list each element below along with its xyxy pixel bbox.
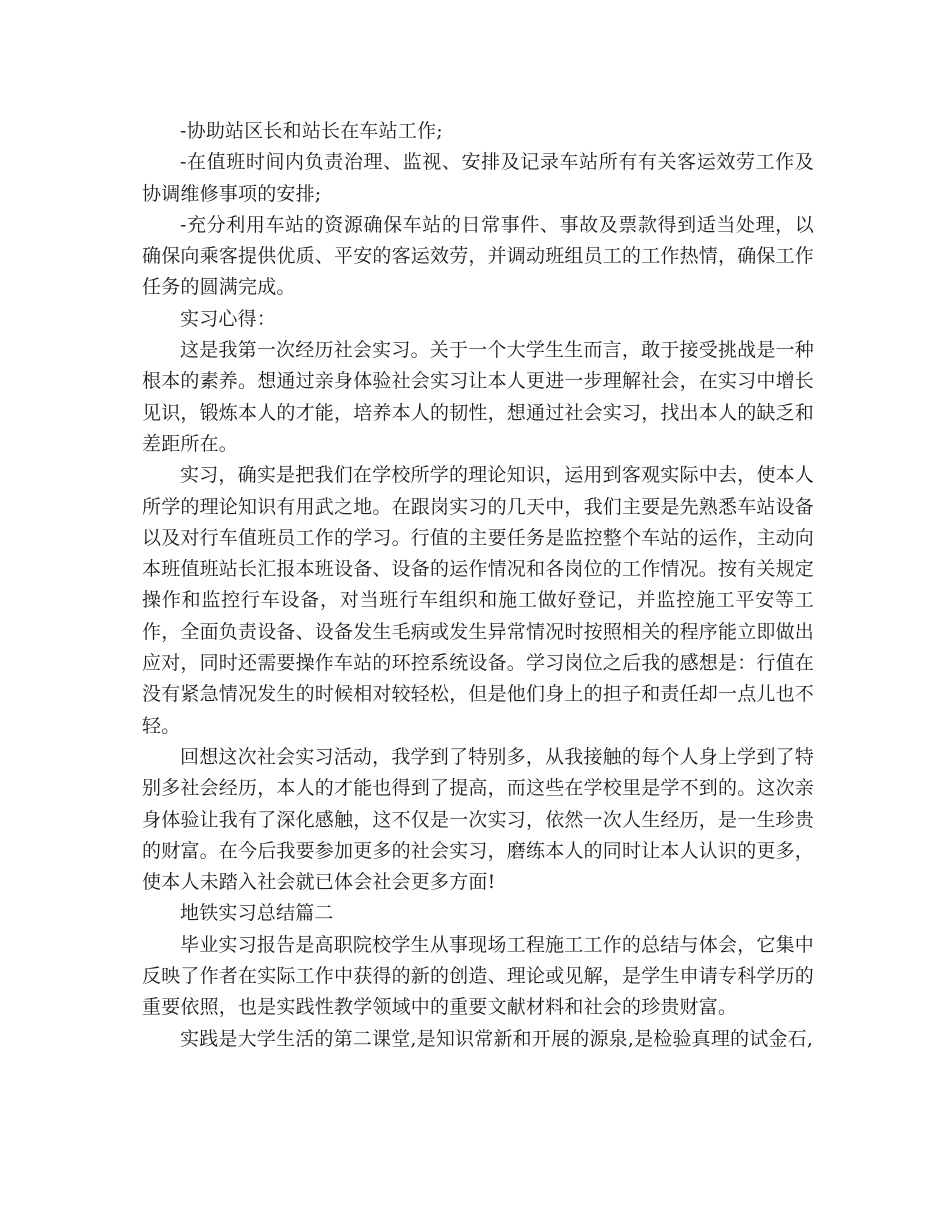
duty-item-1: -协助站区长和站长在车站工作; bbox=[180, 120, 443, 142]
duty-item-2: -在值班时间内负责治理、监视、安排及记录车站所有有关客运效劳工作及协调维修事项的安排; bbox=[142, 151, 814, 205]
body-paragraph: 实习，确实是把我们在学校所学的理论知识，运用到客观实际中去，使本人所学的理论知识有用武之地。在跟岗实习的几天中，我们主要是先熟悉车站设备以及对行车值班员工作的学习。行值的主要任务是监控整个车站的运作，主动向本班值班站长汇报本班设备、设备的运作情况和各岗位的工作情况。按有关规定操作和监控行车设备，对当班行车组织和施工做好登记，并监控施工平安等工作，全面负责设备、设备发生毛病或发生异常情况时按照相关的程序能立即做出应对，同时还需要操作车站的环控系统设备。学习岗位之后我的感想是：行值在没有紧急情况发生的时候相对较轻松，但是他们身上的担子和责任却一点儿也不轻。 bbox=[142, 464, 815, 737]
body-paragraph: 这是我第一次经历社会实习。关于一个大学生生而言，敢于接受挑战是一种根本的素养。想通过亲身体验社会实习让本人更进一步理解社会，在实习中增长见识，锻炼本人的才能，培养本人的韧性，想通过社会实习，找出本人的缺乏和差距所在。 bbox=[142, 339, 815, 455]
section-heading-internship-reflection: 实习心得： bbox=[180, 307, 277, 330]
document-body bbox=[142, 116, 814, 1055]
duty-item-3: -充分利用车站的资源确保车站的日常事件、事故及票款得到适当处理，以确保向乘客提供优质、平安的客运效劳，并调动班组员工的工作热情，确保工作任务的圆满完成。 bbox=[142, 213, 815, 299]
body-paragraph: 实践是大学生活的第二课堂,是知识常新和开展的源泉,是检验真理的试金石, bbox=[180, 1027, 814, 1050]
body-paragraph: 毕业实习报告是高职院校学生从事现场工程施工工作的总结与体会，它集中反映了作者在实际工作中获得的新的创造、理论或见解，是学生申请专科学历的重要依照，也是实践性教学领域中的重要文献材料和社会的珍贵财富。 bbox=[142, 933, 815, 1019]
body-paragraph: 回想这次社会实习活动，我学到了特别多，从我接触的每个人身上学到了特别多社会经历，本人的才能也得到了提高，而这些在学校里是学不到的。这次亲身体验让我有了深化感触，这不仅是一次实习，依然一次人生经历，是一生珍贵的财富。在今后我要参加更多的社会实习，磨练本人的同时让本人认识的更多，使本人未踏入社会就已体会社会更多方面! bbox=[142, 745, 815, 894]
section-heading-part-two: 地铁实习总结篇二 bbox=[180, 902, 334, 925]
